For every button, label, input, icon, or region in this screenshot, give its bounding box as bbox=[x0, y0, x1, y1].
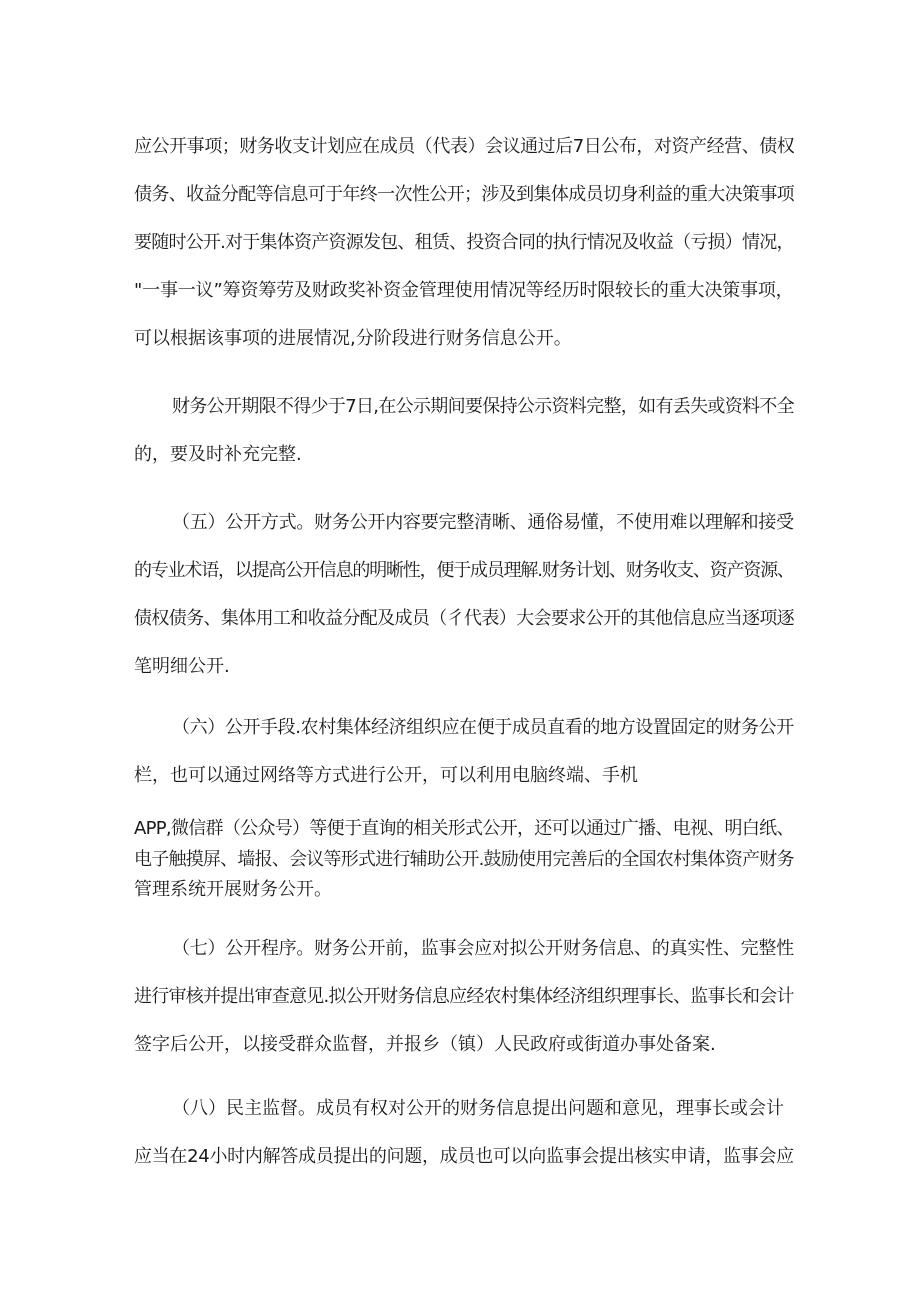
text-line: （六）公开手段.农村集体经济组织应在便于成员直看的地方设置固定的财务公开 bbox=[172, 717, 794, 738]
text-line: 电子触摸屏、墙报、会议等形式进行辅助公开.鼓励使用完善后的全国农村集体资产财务 bbox=[134, 849, 794, 870]
text-line: APP,微信群（公众号）等便于直询的相关形式公开，还可以通过广播、电视、明白纸、 bbox=[134, 818, 794, 839]
text-line: （八）民主监督。成员有权对公开的财务信息提出问题和意见，理事长或会计 bbox=[172, 1098, 784, 1119]
text-line: 进行审核并提出审查意见.拟公开财务信息应经农村集体经济组织理事长、监事长和会计 bbox=[134, 986, 794, 1007]
text-line: "一事一议”筹资筹劳及财政奖补资金管理使用情况等经历时限较长的重大决策事项， bbox=[134, 280, 794, 301]
text-line: 财务公开期限不得少于7日,在公示期间要保持公示资料完整，如有丢失或资料不全 bbox=[172, 396, 794, 417]
text-line: 应当在24小时内解答成员提出的问题，成员也可以向监事会提出核实申请，监事会应 bbox=[134, 1146, 794, 1167]
text-line: 应公开事项；财务收支计划应在成员（代表）会议通过后7日公布，对资产经营、债权 bbox=[134, 136, 794, 157]
text-line: 债务、收益分配等信息可于年终一次性公开；涉及到集体成员切身利益的重大决策事项 bbox=[134, 184, 794, 205]
text-line: 笔明细公开. bbox=[134, 656, 230, 677]
text-line: 可以根据该事项的进展情况,分阶段进行财务信息公开。 bbox=[134, 328, 572, 349]
text-line: 的，要及时补充完整. bbox=[134, 444, 302, 465]
text-line: 栏，也可以通过网络等方式进行公开，可以利用电脑终端、手机 bbox=[134, 765, 638, 786]
text-line: （五）公开方式。财务公开内容要完整清晰、通俗易懂，不使用难以理解和接受 bbox=[172, 512, 794, 533]
text-line: （七）公开程序。财务公开前，监事会应对拟公开财务信息、的真实性、完整性 bbox=[172, 938, 794, 959]
text-line: 债权债务、集体用工和收益分配及成员（彳代表）大会要求公开的其他信息应当逐项逐 bbox=[134, 608, 794, 629]
text-line: 要随时公开.对于集体资产资源发包、租赁、投资合同的执行情况及收益（亏损）情况， bbox=[134, 232, 794, 253]
text-line: 的专业术语，以提高公开信息的明晰性，便于成员理解.财务计划、财务收支、资产资源、 bbox=[134, 560, 794, 581]
text-line: 管理系统开展财务公开。 bbox=[134, 879, 332, 900]
text-line: 签字后公开，以接受群众监督，并报乡（镇）人民政府或街道办事处备案. bbox=[134, 1034, 716, 1055]
